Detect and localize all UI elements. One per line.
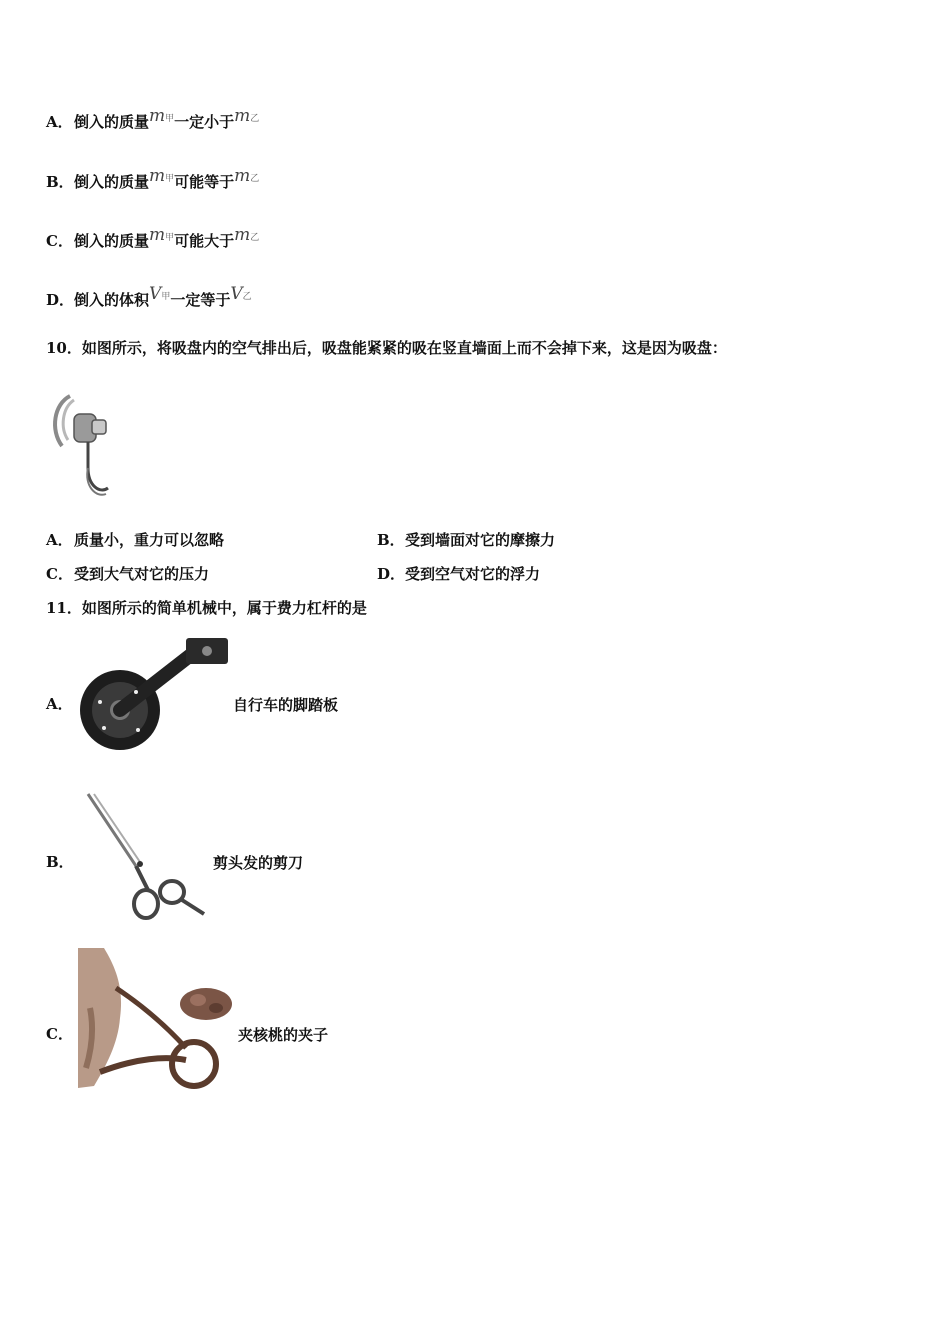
- option-text: 受到空气对它的浮力: [405, 565, 541, 583]
- hair-scissors-figure: [84, 792, 208, 926]
- option-text: 倒入的质量: [74, 232, 150, 250]
- option-text: 可能等于: [174, 173, 235, 191]
- q9-option-c: [46, 225, 260, 254]
- q11-option-a-letter: A．: [46, 695, 73, 713]
- option-letter: C．: [46, 565, 73, 583]
- math-symbol: m乙: [234, 225, 260, 245]
- bicycle-pedal-crank-figure: [80, 632, 232, 762]
- option-text: 可能大于: [174, 232, 235, 250]
- suction-cup-hook-figure: [48, 390, 120, 502]
- q10-option-c: [46, 564, 209, 584]
- option-letter: B．: [377, 531, 405, 549]
- option-text: 倒入的质量: [74, 173, 150, 191]
- math-symbol: m甲: [149, 166, 175, 186]
- option-text: 受到墙面对它的摩擦力: [405, 531, 556, 549]
- q10-option-b: [377, 530, 555, 550]
- q10-option-d: [377, 564, 540, 584]
- option-letter: B．: [46, 173, 74, 191]
- option-letter: A．: [46, 531, 73, 549]
- math-symbol: V甲: [149, 284, 171, 304]
- option-text: 质量小，重力可以忽略: [74, 531, 225, 549]
- math-symbol: m乙: [234, 166, 260, 186]
- math-symbol: m甲: [149, 106, 175, 126]
- q9-option-a: [46, 106, 260, 135]
- option-letter: C．: [46, 232, 73, 250]
- option-text: 倒入的体积: [74, 291, 150, 309]
- q11-option-b-caption: 剪头发的剪刀: [213, 854, 304, 872]
- math-symbol: V乙: [230, 284, 252, 304]
- walnut-cracker-figure: [76, 948, 236, 1092]
- option-letter: A．: [46, 113, 73, 131]
- q11-option-c-letter: C．: [46, 1025, 73, 1043]
- option-text: 受到大气对它的压力: [74, 565, 210, 583]
- option-letter: D．: [377, 565, 406, 583]
- math-symbol: m乙: [234, 106, 260, 126]
- q11-option-c-caption: 夹核桃的夹子: [238, 1026, 329, 1044]
- q10-option-a: [46, 530, 224, 550]
- option-letter: D．: [46, 291, 75, 309]
- option-text: 一定等于: [170, 291, 231, 309]
- math-symbol: m甲: [149, 225, 175, 245]
- q11-option-b-letter: B．: [46, 853, 74, 871]
- q10-stem: 10．如图所示，将吸盘内的空气排出后，吸盘能紧紧的吸在竖直墙面上而不会掉下来，这是因为吸盘：: [46, 339, 727, 357]
- q11-stem: 11．如图所示的简单机械中，属于费力杠杆的是: [46, 599, 367, 617]
- option-text: 倒入的质量: [74, 113, 150, 131]
- q9-option-b: [46, 166, 260, 195]
- option-text: 一定小于: [174, 113, 235, 131]
- q9-option-d: [46, 284, 252, 313]
- q11-option-a-caption: 自行车的脚踏板: [233, 696, 339, 714]
